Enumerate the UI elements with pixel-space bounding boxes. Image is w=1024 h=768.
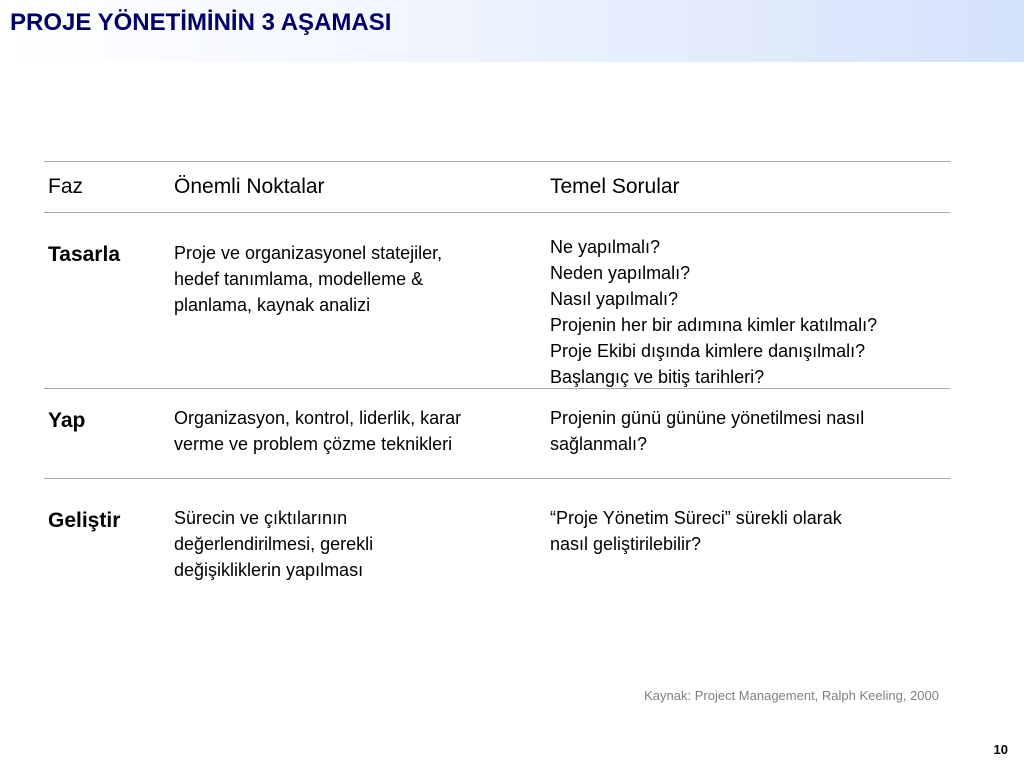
row-divider-2 — [44, 478, 950, 479]
header-key-points: Önemli Noktalar — [174, 175, 325, 198]
design-point-line: planlama, kaynak analizi — [174, 295, 371, 315]
do-point-line: verme ve problem çözme teknikleri — [174, 434, 453, 454]
do-question-line: sağlanmalı? — [550, 434, 648, 454]
source-citation: Kaynak: Project Management, Ralph Keeling, 2000 — [644, 688, 939, 703]
phase-improve: Geliştir — [48, 509, 121, 532]
phase-design: Tasarla — [48, 243, 120, 266]
design-question-line: Proje Ekibi dışında kimlere danışılmalı? — [550, 341, 866, 361]
header-key-questions: Temel Sorular — [550, 175, 680, 198]
design-question-line: Ne yapılmalı? — [550, 237, 661, 257]
improve-key-points — [174, 505, 373, 583]
do-key-questions — [550, 405, 864, 457]
design-question-line: Başlangıç ve bitiş tarihleri? — [550, 367, 765, 387]
slide-title: PROJE YÖNETİMİNİN 3 AŞAMASI — [10, 9, 392, 36]
header-bottom-rule — [44, 212, 950, 213]
design-key-points — [174, 240, 442, 318]
improve-point-line: değerlendirilmesi, gerekli — [174, 534, 374, 554]
improve-question-line: “Proje Yönetim Süreci” sürekli olarak — [550, 508, 842, 528]
design-point-line: hedef tanımlama, modelleme & — [174, 269, 424, 289]
improve-question-line: nasıl geliştirilebilir? — [550, 534, 702, 554]
header-phase: Faz — [48, 175, 84, 198]
improve-point-line: değişikliklerin yapılması — [174, 560, 364, 580]
table-top-rule — [44, 161, 950, 162]
page-number: 10 — [993, 742, 1008, 757]
design-question-line: Nasıl yapılmalı? — [550, 289, 679, 309]
improve-point-line: Sürecin ve çıktılarının — [174, 508, 348, 528]
design-question-line: Neden yapılmalı? — [550, 263, 691, 283]
design-point-line: Proje ve organizasyonel statejiler, — [174, 243, 443, 263]
do-point-line: Organizasyon, kontrol, liderlik, karar — [174, 408, 462, 428]
do-question-line: Projenin günü gününe yönetilmesi nasıl — [550, 408, 865, 428]
title-bar — [0, 0, 1024, 62]
design-key-questions — [550, 234, 877, 390]
phase-do: Yap — [48, 409, 86, 432]
design-question-line: Projenin her bir adımına kimler katılmalı? — [550, 315, 878, 335]
do-key-points — [174, 405, 461, 457]
improve-key-questions — [550, 505, 842, 557]
